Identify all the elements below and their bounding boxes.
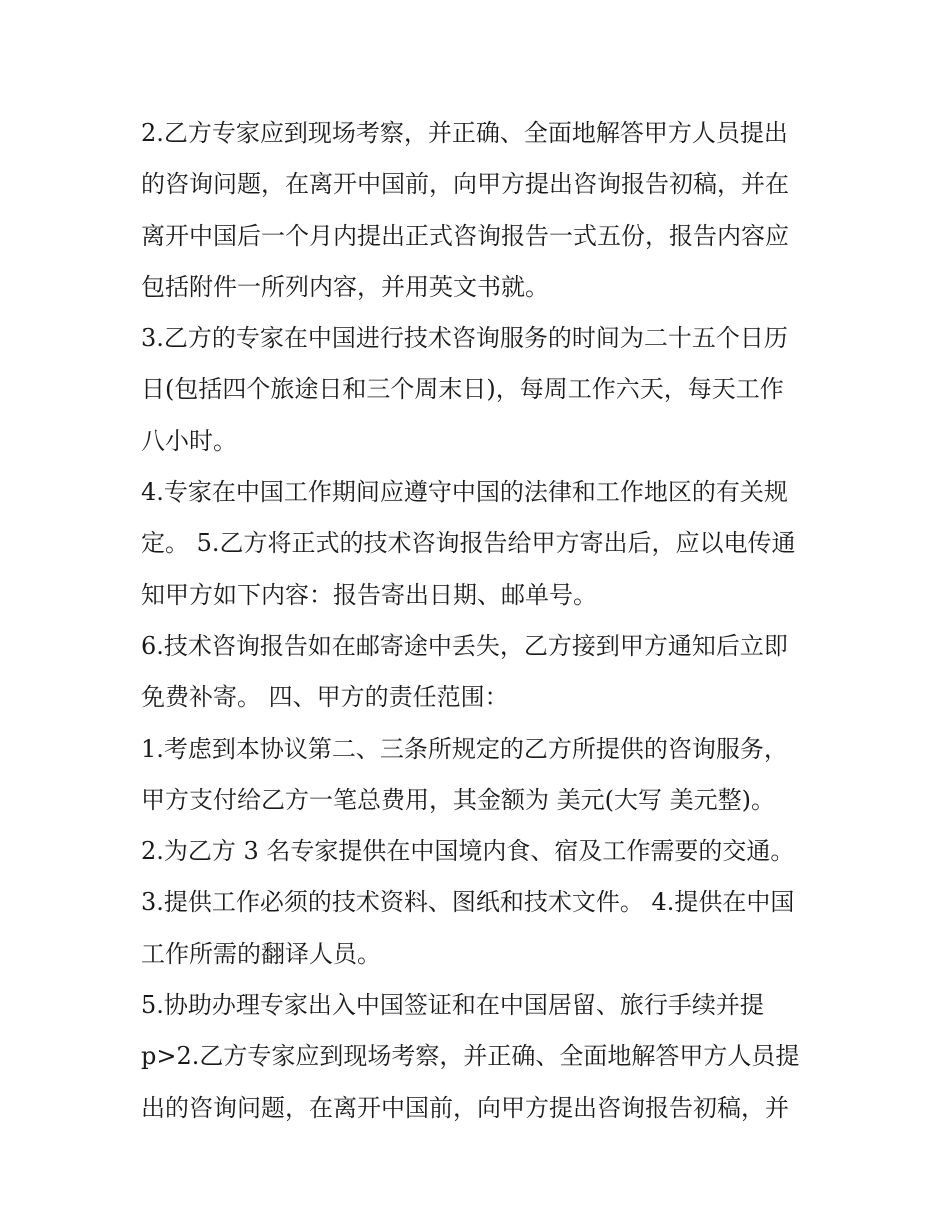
text-line: 包括附件一所列内容，并用英文书就。 [141, 272, 549, 301]
text-line: 6.技术咨询报告如在邮寄途中丢失，乙方接到甲方通知后立即 [141, 631, 788, 660]
text-line: 4.专家在中国工作期间应遵守中国的法律和工作地区的有关规 [141, 478, 788, 507]
text-line: 的咨询问题，在离开中国前，向甲方提出咨询报告初稿，并在 [141, 170, 789, 199]
text-line: 5.协助办理专家出入中国签证和在中国居留、旅行手续并提 [141, 991, 764, 1020]
text-line: 3.乙方的专家在中国进行技术咨询服务的时间为二十五个日历 [141, 324, 788, 353]
text-line: 离开中国后一个月内提出正式咨询报告一式五份，报告内容应 [141, 221, 789, 250]
text-line: 定。 5.乙方将正式的技术咨询报告给甲方寄出后，应以电传通 [141, 529, 796, 558]
text-line: 2.乙方专家应到现场考察，并正确、全面地解答甲方人员提出 [141, 119, 788, 147]
text-line: 日(包括四个旅途日和三个周末日)，每周工作六天，每天工作 [141, 375, 784, 404]
text-line: 工作所需的翻译人员。 [141, 939, 381, 968]
text-line: 3.提供工作必须的技术资料、图纸和技术文件。 4.提供在中国 [141, 888, 795, 917]
text-line: 甲方支付给乙方一笔总费用，其金额为 美元(大写 美元整)。 [141, 785, 775, 814]
text-line: 免费补寄。 四、甲方的责任范围： [141, 683, 509, 712]
text-line: p>2.乙方专家应到现场考察，并正确、全面地解答甲方人员提 [141, 1042, 800, 1071]
document-body [141, 108, 821, 1134]
text-line: 2.为乙方 3 名专家提供在中国境内食、宿及工作需要的交通。 [141, 837, 795, 866]
text-line: 出的咨询问题，在离开中国前，向甲方提出咨询报告初稿，并 [141, 1093, 789, 1122]
text-line: 1.考虑到本协议第二、三条所规定的乙方所提供的咨询服务， [141, 734, 788, 763]
text-line: 知甲方如下内容：报告寄出日期、邮单号。 [141, 580, 597, 609]
text-line: 八小时。 [141, 426, 237, 455]
